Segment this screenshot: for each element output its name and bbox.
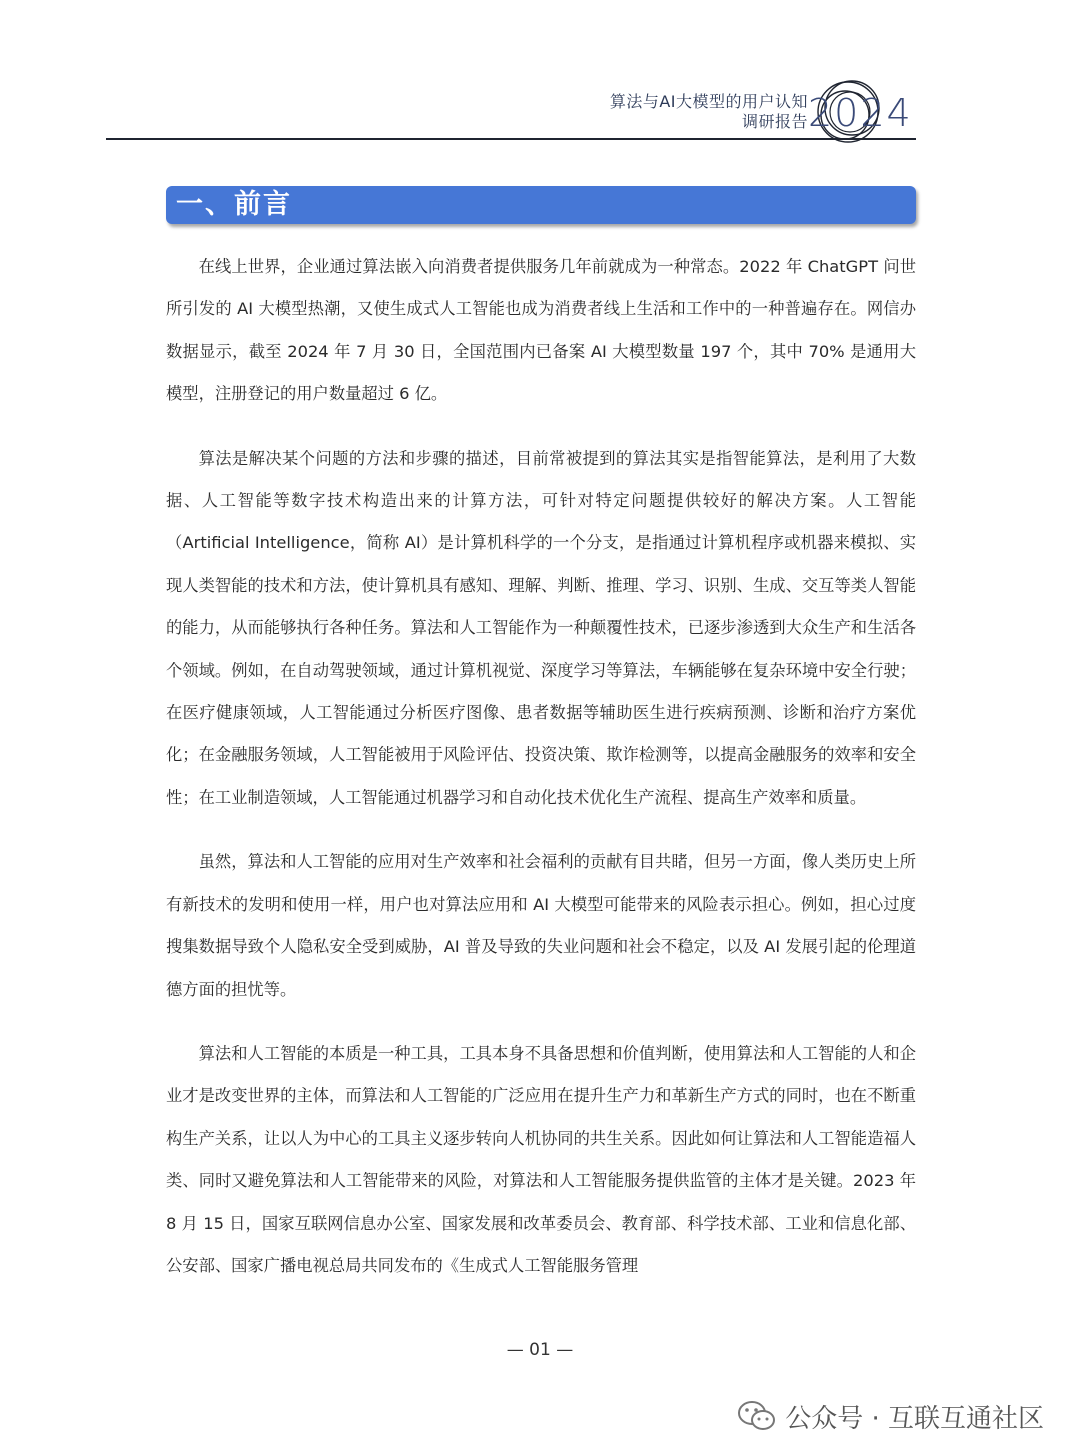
paragraph-4: 算法和人工智能的本质是一种工具，工具本身不具备思想和价值判断，使用算法和人工智能的人和企业才是改变世界的主体，而算法和人工智能的广泛应用在提升生产力和革新生产方式的同时，也在不断重构生产关系，让以人为中心的工具主义逐步转向人机协同的共生关系。因此如何让算法和人工智能造福人类、同时又避免算法和人工智能带来的风险，对算法和人工智能服务提供监管的主体才是关键。2023 年 8 月 15 日，国家互联网信息办公室、国家发展和改革委员会、教育部、科学技术部、工业和信息化部、公安部、国家广播电视总局共同发布的《生成式人工智能服务管理 <box>166 1043 916 1275</box>
report-title <box>610 92 808 132</box>
watermark <box>737 1396 1044 1436</box>
paragraph-1: 在线上世界，企业通过算法嵌入向消费者提供服务几年前就成为一种常态。2022 年 ChatGPT 问世所引发的 AI 大模型热潮，又使生成式人工智能也成为消费者线上生活和工作中的一种普遍存在。网信办数据显示，截至 2024 年 7 月 30 日，全国范围内已备案 AI 大模型数量 197 个，其中 70% 是通用大模型，注册登记的用户数量超过 6 亿。 <box>166 257 916 404</box>
year-logo-text: 2024 <box>808 91 913 135</box>
year-logo <box>808 76 920 146</box>
header-divider <box>106 138 916 140</box>
report-title-line2: 调研报告 <box>741 112 808 131</box>
watermark-text: 公众号 · 互联互通社区 <box>785 1403 1044 1434</box>
wechat-icon <box>737 1399 777 1433</box>
section-banner <box>166 186 916 224</box>
report-title-line1: 算法与AI大模型的用户认知 <box>609 92 808 111</box>
section-title: 一、前言 <box>176 189 292 220</box>
body-text <box>166 246 916 1309</box>
paragraph-2: 算法是解决某个问题的方法和步骤的描述，目前常被提到的算法其实是指智能算法，是利用了大数据、人工智能等数字技术构造出来的计算方法，可针对特定问题提供较好的解决方案。人工智能（Artificial Intelligence，简称 AI）是计算机科学的一个分支，是指通过计算机程序或机器来模拟、实现人类智能的技术和方法，使计算机具有感知、理解、判断、推理、学习、识别、生成、交互等类人智能的能力，从而能够执行各种任务。算法和人工智能作为一种颠覆性技术，已逐步渗透到大众生产和生活各个领域。例如，在自动驾驶领域，通过计算机视觉、深度学习等算法，车辆能够在复杂环境中安全行驶；在医疗健康领域，人工智能通过分析医疗图像、患者数据等辅助医生进行疾病预测、诊断和治疗方案优化；在金融服务领域，人工智能被用于风险评估、投资决策、欺诈检测等，以提高金融服务的效率和安全性；在工业制造领域，人工智能通过机器学习和自动化技术优化生产流程、提高生产效率和质量。 <box>166 448 916 807</box>
paragraph-3: 虽然，算法和人工智能的应用对生产效率和社会福利的贡献有目共睹，但另一方面，像人类历史上所有新技术的发明和使用一样，用户也对算法应用和 AI 大模型可能带来的风险表示担心。例如，担心过度搜集数据导致个人隐私安全受到威胁，AI 普及导致的失业问题和社会不稳定，以及 AI 发展引起的伦理道德方面的担忧等。 <box>166 852 916 999</box>
page-number: — 01 — <box>506 1340 574 1360</box>
